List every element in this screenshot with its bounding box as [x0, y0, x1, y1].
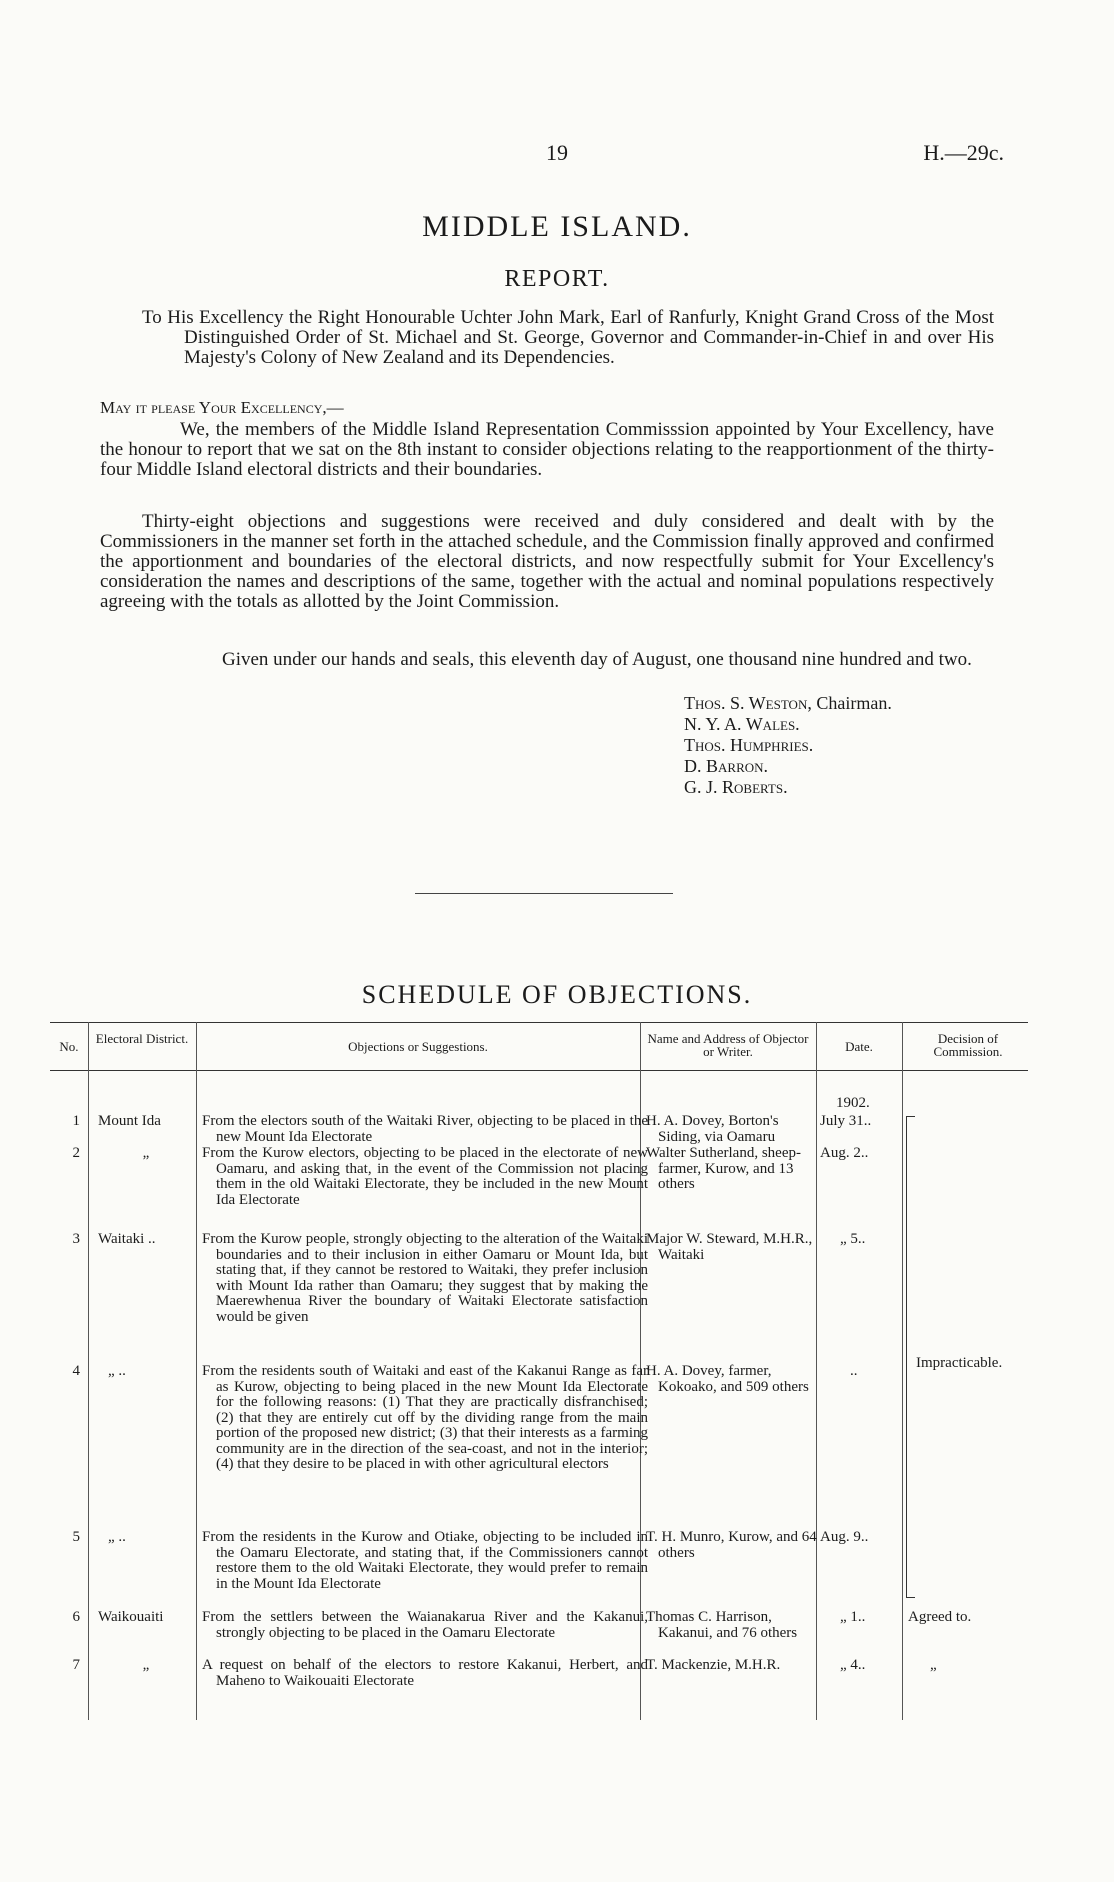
salutation: May it please Your Excellency,— [100, 398, 344, 417]
row-number: 4 [72, 1363, 80, 1379]
row-number: 3 [72, 1231, 80, 1247]
row-date: July 31.. [820, 1113, 872, 1129]
signatory: G. J. Roberts. [684, 777, 788, 797]
schedule-title: SCHEDULE OF OBJECTIONS. [361, 980, 753, 1009]
row-date: „ 1.. [840, 1609, 866, 1625]
row-decision: „ [930, 1657, 937, 1673]
row-district: Waikouaiti [98, 1609, 164, 1625]
signatory: N. Y. A. Wales. [684, 714, 800, 734]
row-objection: From the residents in the Kurow and Otiake, objecting to be included in the Oamaru Electorate, and stating that, if the Commissioners cannot restore them to the old Waitaki Electorate, they would prefer to remain in the Mount Ida Electorate [202, 1529, 648, 1592]
decision-group-brace [906, 1116, 915, 1598]
row-objection: From the residents south of Waitaki and east of the Kakanui Range as far as Kurow, objecting to being placed in the new Mount Ida Electorate for the following reasons: (1) That they are practically disfranchised; (2) that they are entirely cut off by the dividing range from the main portion of the proposed new district; (3) that their interests as a farming community are in the direction of the sea-coast, and not in the interior; (4) that they desire to be placed in with other agricultural electors [202, 1363, 648, 1472]
row-number: 5 [72, 1529, 80, 1545]
header-objection: Objections or Suggestions. [348, 1039, 488, 1054]
given-under-hands: Given under our hands and seals, this eleventh day of August, one thousand nine hundred and two. [222, 649, 972, 670]
row-writer: Major W. Steward, M.H.R., Waitaki [646, 1231, 813, 1263]
address-block [142, 308, 994, 368]
section-title: MIDDLE ISLAND. [422, 210, 692, 243]
row-writer: H. A. Dovey, Borton's Siding, via Oamaru [646, 1113, 779, 1145]
report-paragraph: We, the members of the Middle Island Representation Commisssion appointed by Your Excellency, have the honour to report that we sat on the 8th instant to consider objections relating to the reapportionment of the thirty-four Middle Island electoral districts and their boundaries. [100, 419, 994, 480]
row-district: „ .. [108, 1529, 126, 1545]
row-number: 7 [72, 1657, 80, 1673]
row-district: „ [142, 1657, 150, 1673]
row-district: „ [142, 1145, 150, 1161]
report-title: REPORT. [504, 266, 610, 292]
column-rule [902, 1022, 903, 1720]
header-decision: Decision of Commission. [933, 1031, 1003, 1059]
row-decision: Agreed to. [908, 1609, 972, 1625]
row-number: 6 [72, 1609, 80, 1625]
header-no: No. [59, 1039, 79, 1054]
address-text: To His Excellency the Right Honourable Uchter John Mark, Earl of Ranfurly, Knight Grand Cross of the Most Distinguished Order of St. Michael and St. George, Governor and Commander-in-Chief in and over His Majesty's Colony of New Zealand and its Dependencies. [142, 307, 994, 368]
header-writer: Name and Address of Objector or Writer. [647, 1031, 809, 1059]
row-writer: H. A. Dovey, farmer, Kokoako, and 509 others [646, 1363, 809, 1395]
row-objection: From the settlers between the Waianakarua River and the Kakanui, strongly objecting to be placed in the Oamaru Electorate [202, 1609, 648, 1641]
row-date: Aug. 9.. [820, 1529, 869, 1545]
row-writer: T. H. Munro, Kurow, and 64 others [646, 1529, 817, 1561]
page-number: 19 [546, 140, 568, 165]
row-district: „ .. [108, 1363, 126, 1379]
row-date: „ 5.. [840, 1231, 866, 1247]
row-date: .. [850, 1363, 858, 1379]
section-divider [415, 893, 673, 894]
column-rule [196, 1022, 197, 1720]
signatory: D. Barron. [684, 756, 769, 776]
header-date: Date. [845, 1039, 873, 1054]
row-writer: T. Mackenzie, M.H.R. [646, 1657, 781, 1673]
row-writer: Walter Sutherland, sheep-farmer, Kurow, and 13 others [646, 1145, 801, 1192]
row-writer: Thomas C. Harrison, Kakanui, and 76 others [646, 1609, 798, 1641]
row-objection: From the electors south of the Waitaki River, objecting to be placed in the new Mount Ida Electorate [202, 1113, 648, 1145]
signatory: Thos. Humphries. [684, 735, 814, 755]
signatories [684, 693, 892, 798]
signatory: Thos. S. Weston, Chairman. [684, 693, 892, 713]
row-district: Mount Ida [98, 1113, 161, 1129]
row-objection: From the Kurow electors, objecting to be placed in the electorate of new Oamaru, and asking that, in the event of the Commission not placing them in the old Waitaki Electorate, they be included in the new Mount Ida Electorate [202, 1145, 648, 1208]
row-district: Waitaki .. [98, 1231, 156, 1247]
year-label: 1902. [836, 1095, 870, 1111]
column-rule [88, 1022, 89, 1720]
report-paragraph: Thirty-eight objections and suggestions were received and duly considered and dealt with by the Commissioners in the manner set forth in the attached schedule, and the Commission finally approved and confirmed the apportionment and boundaries of the electoral districts, and now respectfully submit for Your Excellency's consideration the names and descriptions of the same, together with the actual and nominal populations respectively agreeing with the totals as allotted by the Joint Commission. [100, 511, 994, 612]
row-objection: From the Kurow people, strongly objecting to the alteration of the Waitaki boundaries and to their inclusion in either Oamaru or Mount Ida, but stating that, if they cannot be restored to Waitaki, they prefer inclusion with Mount Ida rather than Oamaru; they suggest that by making the Maerewhenua River the boundary of Waitaki Electorate satisfaction would be given [202, 1231, 648, 1325]
document-reference: H.—29c. [923, 140, 1004, 165]
header-district: Electoral District. [95, 1031, 189, 1046]
row-date: Aug. 2.. [820, 1145, 869, 1161]
group-decision: Impracticable. [916, 1355, 1003, 1371]
row-number: 1 [72, 1113, 80, 1129]
row-objection: A request on behalf of the electors to restore Kakanui, Herbert, and Maheno to Waikouaiti Electorate [202, 1657, 648, 1689]
row-date: „ 4.. [840, 1657, 866, 1673]
objections-table [50, 1022, 1028, 1722]
row-number: 2 [72, 1145, 80, 1161]
